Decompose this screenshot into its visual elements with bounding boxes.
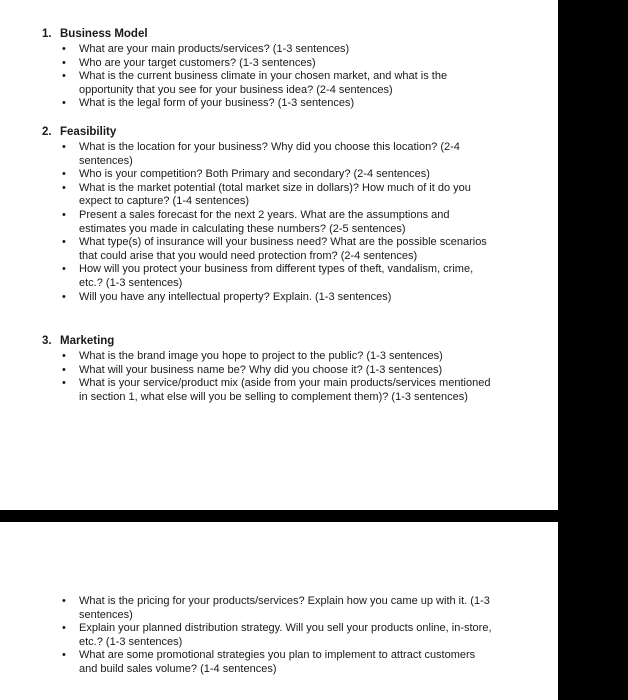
list-item: • How will you protect your business from different types of theft, vandalism, crime, etc.? (1-3 sentences) — [62, 263, 474, 289]
bullet-icon: • — [62, 377, 66, 390]
list-item: • What are your main products/services? (1-3 sentences) — [62, 43, 350, 55]
bullet-icon: • — [62, 236, 66, 249]
bullet-icon: • — [62, 263, 66, 276]
list-item: • Who is your competition? Both Primary and secondary? (2-4 sentences) — [62, 168, 430, 181]
bullet-list — [42, 141, 492, 304]
bullet-icon: • — [62, 208, 66, 221]
bullet-icon: • — [62, 350, 66, 362]
list-item: • Will you have any intellectual property? Explain. (1-3 sentences) — [62, 290, 392, 303]
bullet-icon: • — [62, 290, 66, 303]
section-feasibility — [42, 125, 492, 304]
bullet-list — [42, 595, 492, 677]
document-page-bottom — [0, 522, 558, 700]
list-item: • What is the legal form of your business? (1-3 sentences) — [62, 97, 355, 110]
list-item: • What is your service/product mix (aside from your main products/services mentioned in section 1, what else will you be selling to complement them)? (1-3 sentences) — [62, 377, 491, 403]
bullet-icon: • — [62, 168, 66, 181]
section-business-model — [42, 27, 492, 111]
section-title: 1. Business Model — [42, 28, 148, 40]
list-item: • Explain your planned distribution strategy. Will you sell your products online, in-store, etc.? (1-3 sentences) — [62, 622, 492, 648]
list-item: • What are some promotional strategies you plan to implement to attract customers and build sales volume? (1-4 sentences) — [62, 649, 476, 675]
continuation-list — [42, 595, 492, 677]
list-item: • Present a sales forecast for the next 2 years. What are the assumptions and estimates you made in calculating these numbers? (2-5 sentences) — [62, 208, 450, 235]
bullet-icon: • — [62, 595, 66, 607]
bullet-icon: • — [62, 43, 66, 55]
list-item: • What is the market potential (total market size in dollars)? How much of it do you expect to capture? (1-4 sentences) — [62, 181, 471, 208]
list-item: • What is the current business climate in your chosen market, and what is the opportunity that you see for your business idea? (2-4 sentences) — [62, 70, 448, 96]
bullet-icon: • — [62, 363, 66, 376]
list-item: • What is the brand image you hope to project to the public? (1-3 sentences) — [62, 350, 443, 362]
bullet-icon: • — [62, 141, 66, 153]
list-item: • What type(s) of insurance will your business need? What are the possible scenarios that could arise that you would need protection from? (2-4 sentences) — [62, 236, 487, 262]
bullet-icon: • — [62, 181, 66, 194]
section-title: 3. Marketing — [42, 335, 115, 347]
section-title: 2. Feasibility — [42, 126, 117, 138]
bullet-list — [42, 350, 492, 404]
bullet-icon: • — [62, 622, 66, 635]
bullet-icon: • — [62, 97, 66, 110]
bullet-icon: • — [62, 56, 66, 69]
bullet-icon: • — [62, 70, 66, 83]
list-item: • Who are your target customers? (1-3 sentences) — [62, 56, 316, 69]
list-item: • What is the location for your business? Why did you choose this location? (2-4 sentences) — [62, 141, 460, 167]
bullet-icon: • — [62, 649, 66, 662]
bullet-list — [42, 43, 492, 111]
section-marketing — [42, 334, 492, 404]
list-item: • What will your business name be? Why did you choose it? (1-3 sentences) — [62, 363, 443, 376]
list-item: • What is the pricing for your products/services? Explain how you came up with it. (1-3 sentences) — [62, 595, 490, 621]
